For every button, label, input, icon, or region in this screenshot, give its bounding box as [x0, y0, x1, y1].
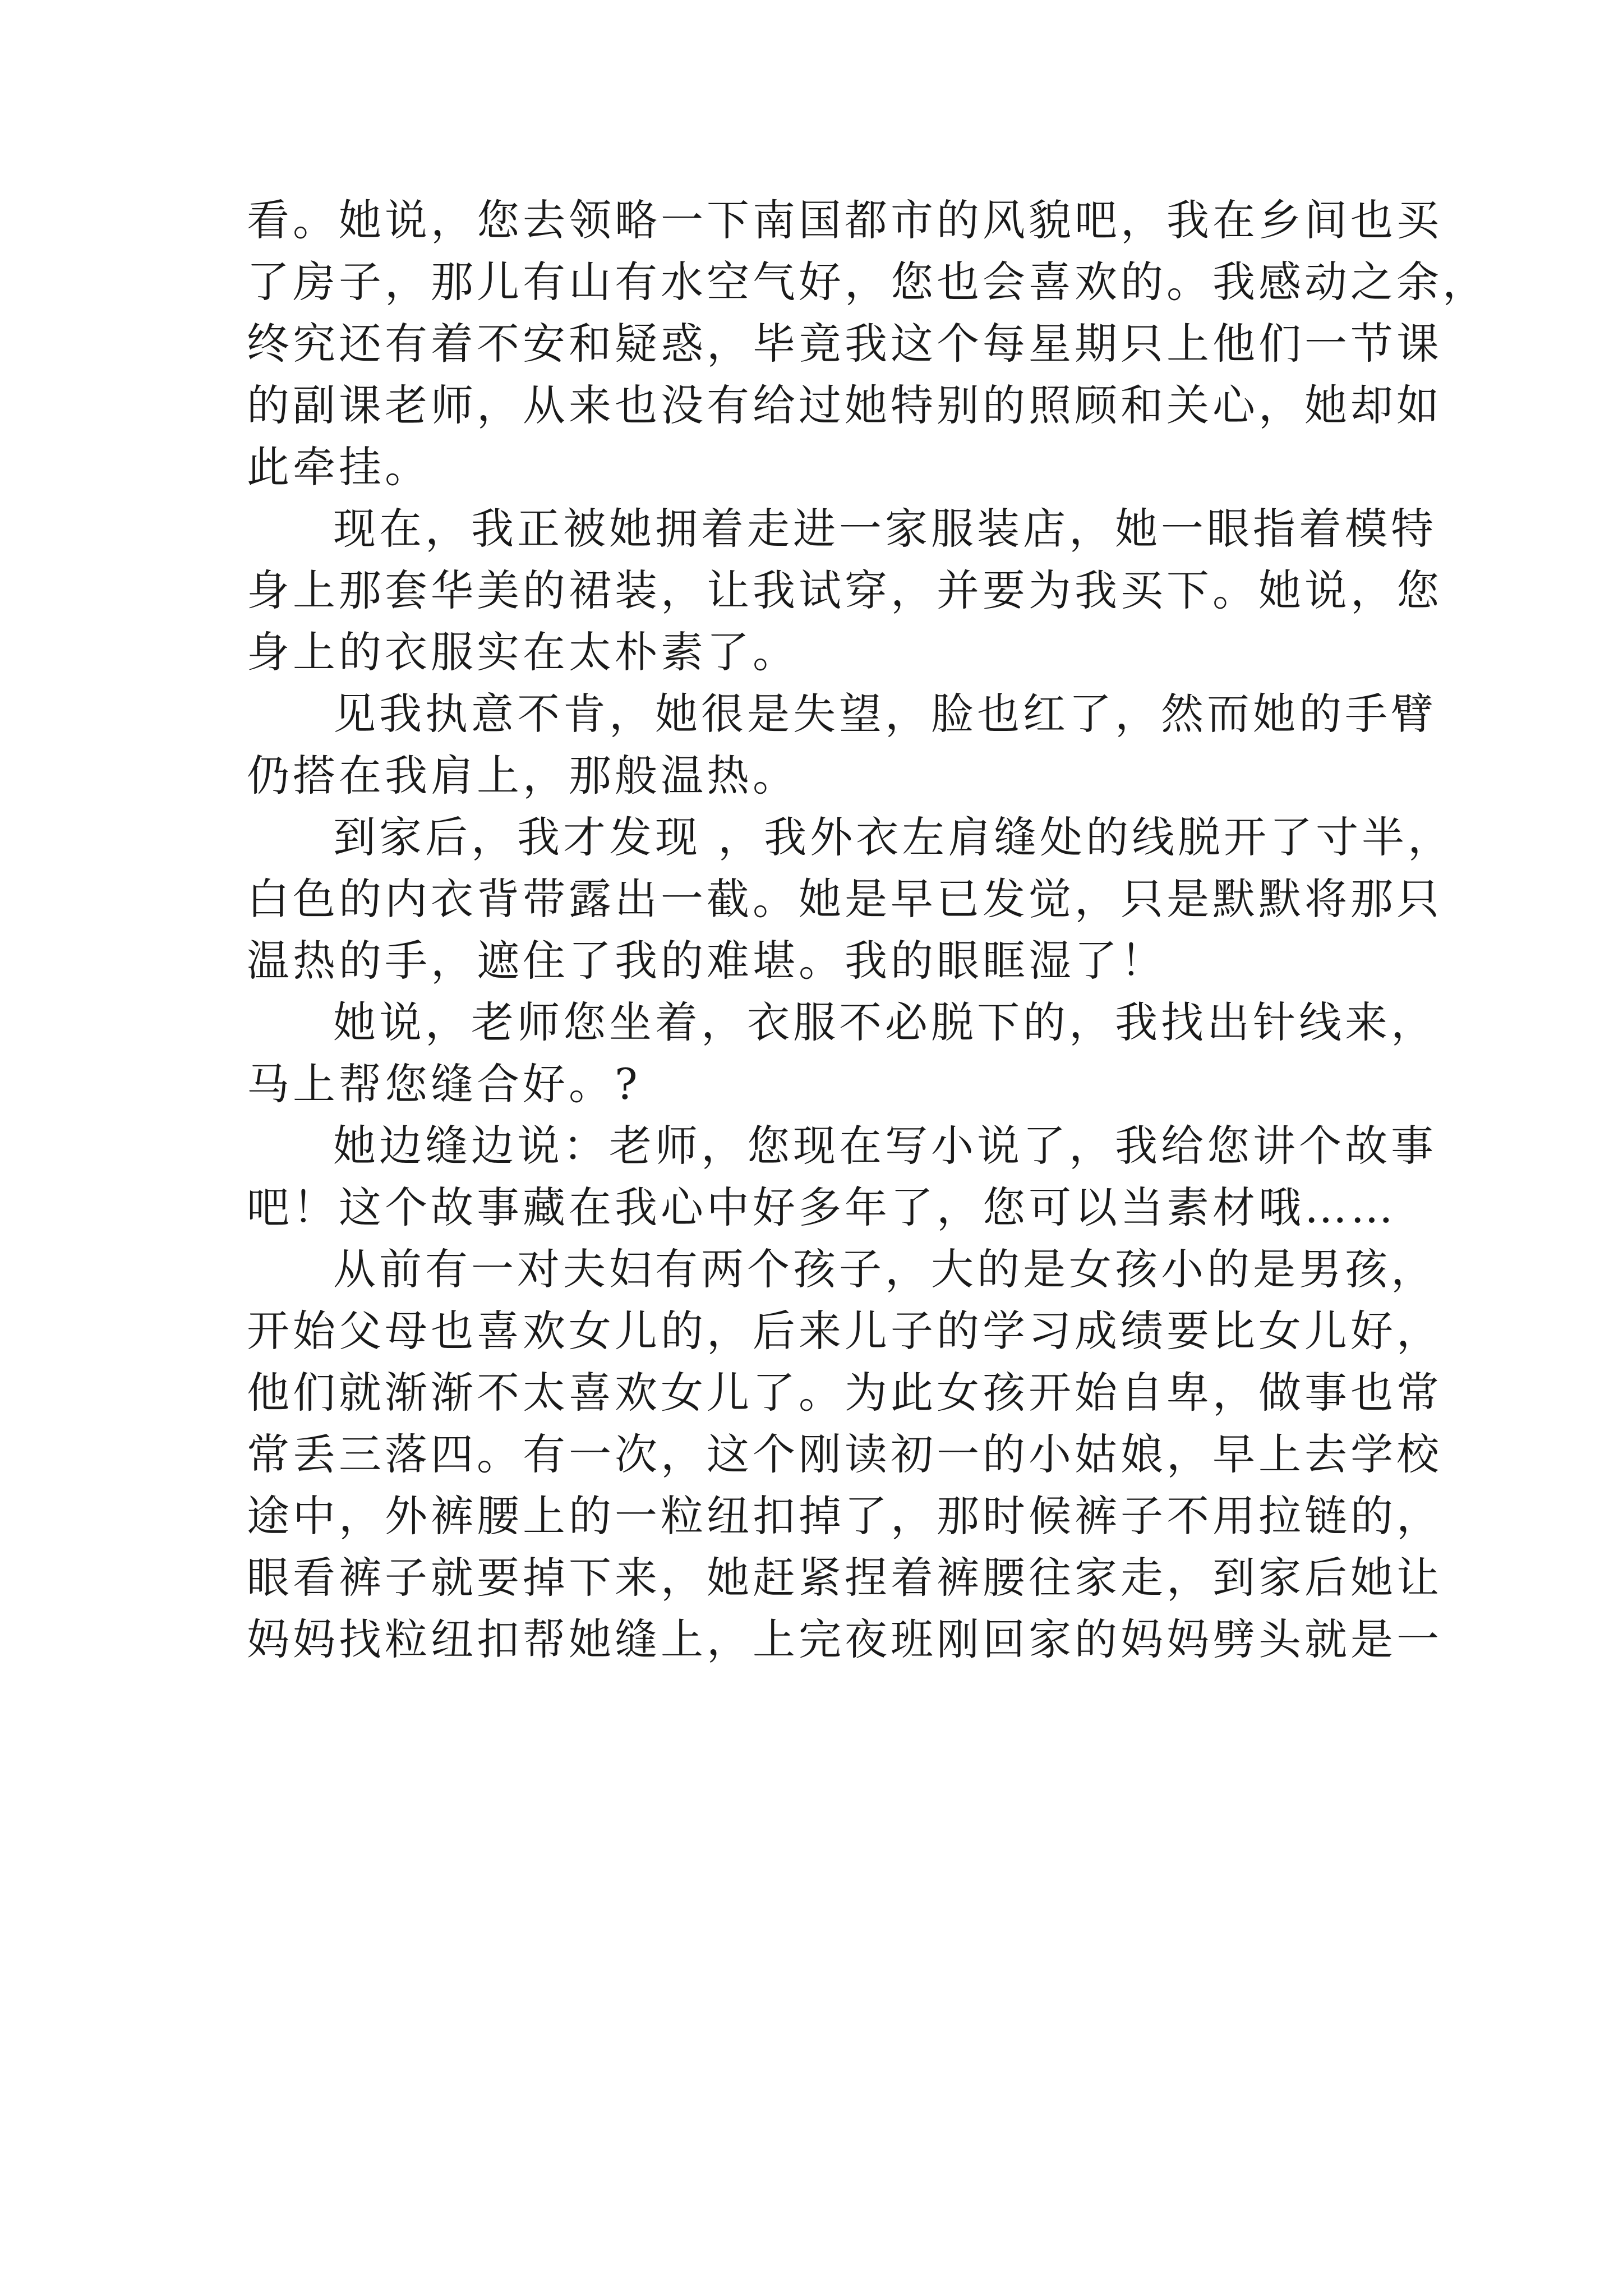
text-line: 白色的内衣背带露出一截。她是早已发觉，只是默默将那只 — [247, 874, 1442, 924]
body-text — [247, 190, 1488, 1671]
text-line: 妈妈找粒纽扣帮她缝上，上完夜班刚回家的妈妈劈头就是一 — [247, 1614, 1442, 1664]
text-line: 了房子，那儿有山有水空气好，您也会喜欢的。我感动之余， — [247, 257, 1488, 307]
text-line: 吧！这个故事藏在我心中好多年了，您可以当素材哦…… — [247, 1182, 1396, 1232]
text-line: 他们就渐渐不太喜欢女儿了。为此女孩开始自卑，做事也常 — [247, 1368, 1442, 1418]
text-line: 身上的衣服实在太朴素了。 — [247, 627, 799, 677]
text-line: 的副课老师，从来也没有给过她特别的照顾和关心，她却如 — [247, 380, 1442, 430]
text-line: 仍搭在我肩上，那般温热。 — [247, 751, 799, 800]
text-line: 温热的手，遮住了我的难堪。我的眼眶湿了！ — [247, 936, 1166, 986]
text-line: 身上那套华美的裙装，让我试穿，并要为我买下。她说，您 — [247, 565, 1442, 615]
text-line: 常丢三落四。有一次，这个刚读初一的小姑娘，早上去学校 — [247, 1429, 1442, 1479]
paragraph-first-line: 到家后，我才发现 ，我外衣左肩缝处的线脱开了寸半， — [333, 812, 1454, 862]
paragraph-first-line: 见我执意不肯，她很是失望，脸也红了，然而她的手臂 — [333, 689, 1437, 739]
text-line: 开始父母也喜欢女儿的，后来儿子的学习成绩要比女儿好， — [247, 1306, 1442, 1356]
paragraph-first-line: 她说，老师您坐着，衣服不必脱下的，我找出针线来， — [333, 997, 1437, 1047]
text-line: 途中，外裤腰上的一粒纽扣掉了，那时候裤子不用拉链的， — [247, 1491, 1442, 1541]
text-line: 终究还有着不安和疑惑，毕竟我这个每星期只上他们一节课 — [247, 319, 1442, 369]
text-line: 看。她说，您去领略一下南国都市的风貌吧，我在乡间也买 — [247, 195, 1442, 245]
text-line: 马上帮您缝合好。? — [247, 1059, 641, 1109]
text-line: 眼看裤子就要掉下来，她赶紧捏着裤腰往家走，到家后她让 — [247, 1553, 1442, 1603]
text-line: 此牵挂。 — [247, 442, 431, 492]
paragraph-first-line: 她边缝边说：老师，您现在写小说了，我给您讲个故事 — [333, 1121, 1437, 1171]
paragraph-first-line: 从前有一对夫妇有两个孩子，大的是女孩小的是男孩， — [333, 1244, 1437, 1294]
paragraph-first-line: 现在，我正被她拥着走进一家服装店，她一眼指着模特 — [333, 504, 1437, 554]
